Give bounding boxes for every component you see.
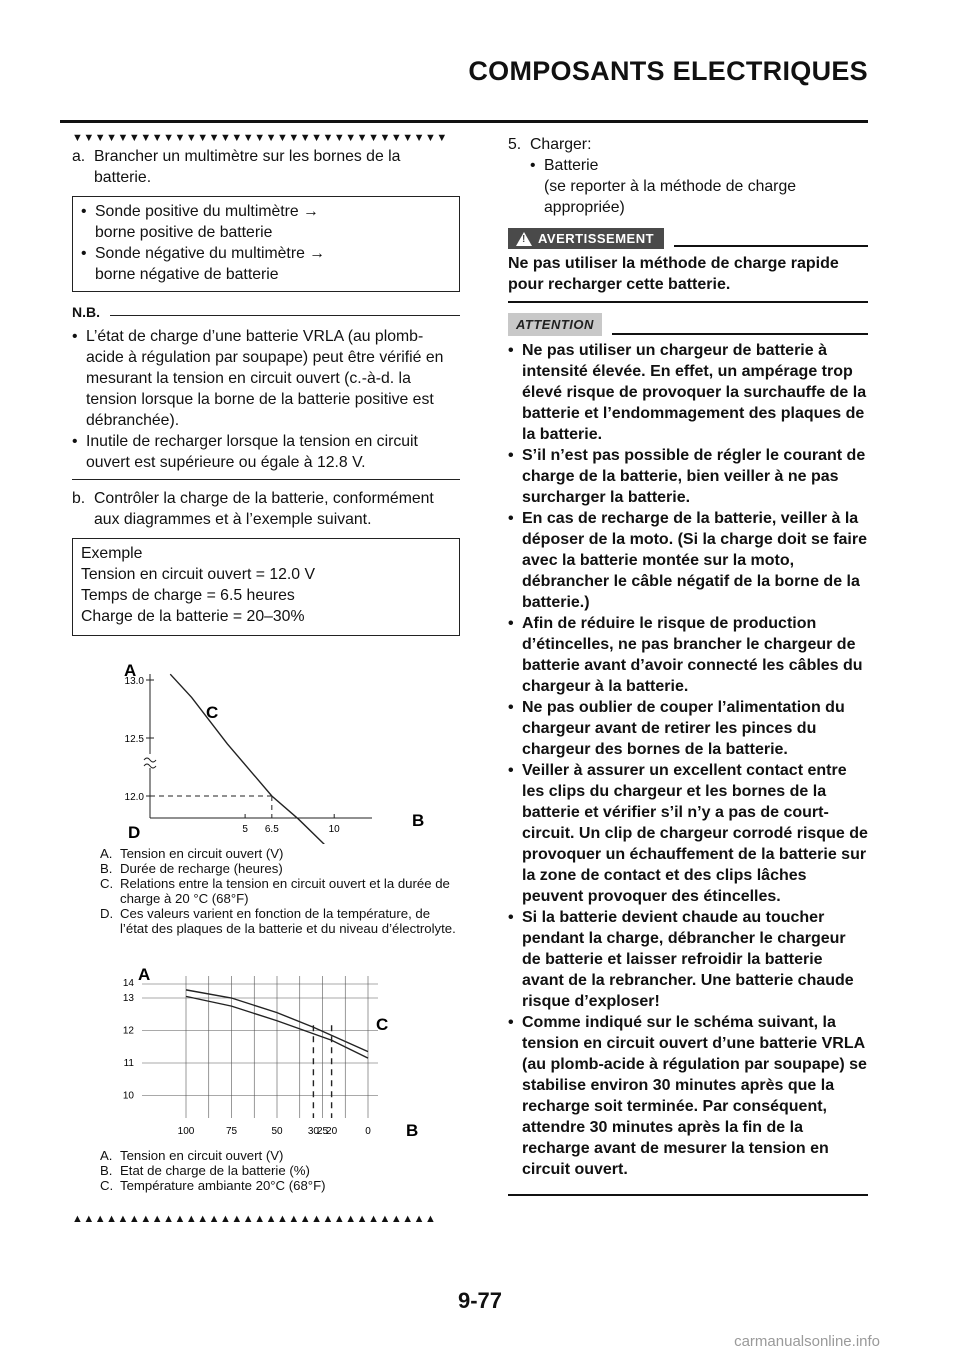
chart1-note-d-letter: D xyxy=(128,823,141,842)
left-column xyxy=(72,132,460,1225)
x-tick-label: 0 xyxy=(365,1126,371,1137)
attention-list xyxy=(508,340,868,1180)
step-5-bullet: • Batterie xyxy=(530,157,599,174)
probe-box xyxy=(72,196,460,292)
nb-heading: N.B. xyxy=(72,304,460,320)
axis-break-icon xyxy=(144,758,156,768)
chart1-axis-b-letter: B xyxy=(412,811,425,830)
x-tick-label: 30 xyxy=(307,1126,319,1137)
caption-item: B. Durée de recharge (heures) xyxy=(100,861,283,876)
attention-item: • Ne pas utiliser un chargeur de batterie à intensité élevée. En effet, un ampérage trop élevé risque de provoquer la surchauffe de la batterie et l’endommagement des plaques de la batterie. xyxy=(508,342,867,443)
right-column xyxy=(508,132,868,1196)
step-b: b. Contrôler la charge de la batterie, conformément aux diagrammes et à l’exemple suivant. xyxy=(72,490,434,528)
chart2-axis-a-letter: A xyxy=(138,965,151,984)
warning-icon: ! xyxy=(516,232,532,246)
x-tick-label: 75 xyxy=(225,1126,238,1137)
attention-heading xyxy=(508,313,868,336)
start-marker-triangles: ▼▼▼▼▼▼▼▼▼▼▼▼▼▼▼▼▼▼▼▼▼▼▼▼▼▼▼▼▼▼▼▼▼ xyxy=(72,132,448,144)
y-tick-label: 12.5 xyxy=(124,734,144,745)
probe-item: • Sonde positive du multimètre → borne positive de batterie xyxy=(81,203,319,241)
x-tick-label: 50 xyxy=(271,1126,283,1137)
warning-text: Ne pas utiliser la méthode de charge rapide pour recharger cette batterie. xyxy=(508,255,839,293)
series-line-c xyxy=(170,674,370,844)
y-tick-label: 13.0 xyxy=(124,676,144,687)
end-marker-triangles: ▲▲▲▲▲▲▲▲▲▲▲▲▲▲▲▲▲▲▲▲▲▲▲▲▲▲▲▲▲▲▲▲ xyxy=(72,1213,437,1225)
nb-item: • L’état de charge d’une batterie VRLA (au plomb-acide à régulation par soupape) peut être vérifié en mesurant la tension en circuit ouvert (c.-à-d. la tension lorsque la borne de la batterie positive est débranchée). xyxy=(72,328,444,429)
x-tick-label: 100 xyxy=(177,1126,195,1137)
voltage-vs-charge-time-chart xyxy=(72,646,460,844)
caption-item: C. Relations entre la tension en circuit ouvert et la durée de charge à 20 °C (68°F) xyxy=(100,876,450,906)
caption-item: B. Etat de charge de la batterie (%) xyxy=(100,1163,310,1178)
caption-item: C. Température ambiante 20°C (68°F) xyxy=(100,1178,326,1193)
x-tick-label: 20 xyxy=(326,1126,338,1137)
attention-item: • Comme indiqué sur le schéma suivant, la tension en circuit ouvert d’une batterie VRLA (au plomb-acide à régulation par soupape) se stabilise environ 30 minutes après que la recharge soit terminée. Par conséquent, attendre 30 minutes après la fin de la recharge avant de mesurer la tension en circuit ouvert. xyxy=(508,1014,867,1178)
page-number: 9-77 xyxy=(457,1288,503,1313)
x-tick-label: 6.5 xyxy=(264,824,279,835)
nb-list xyxy=(72,326,460,473)
chart2-captions xyxy=(100,1148,460,1193)
caption-item: D. Ces valeurs varient en fonction de la température, de l’état des plaques de la batterie et du niveau d’électrolyte. xyxy=(100,906,456,936)
probe-item: • Sonde négative du multimètre → borne négative de batterie xyxy=(81,245,326,283)
attention-item: • Veiller à assurer un excellent contact entre les clips du chargeur et les bornes de la batterie et vérifier s’il n’y a pas de court-circuit. Un clip de chargeur corrodé risque de provoquer un échauffement de la batterie sur la zone de contact et des clips lâches peuvent provoquer des étincelles. xyxy=(508,762,868,905)
chart1-axis-a-letter: A xyxy=(124,661,137,680)
caption-item: A. Tension en circuit ouvert (V) xyxy=(100,1148,284,1163)
voltage-vs-state-of-charge-chart xyxy=(72,950,460,1146)
step-5: 5. Charger: xyxy=(508,136,592,153)
attention-bottom-rule xyxy=(508,1194,868,1196)
y-tick-label: 13 xyxy=(122,993,134,1004)
y-tick-label: 11 xyxy=(123,1058,134,1069)
attention-badge: ATTENTION xyxy=(508,313,602,336)
y-tick-label: 14 xyxy=(122,978,134,989)
x-tick-label: 5 xyxy=(242,824,248,835)
header-rule xyxy=(60,120,868,123)
example-box: Exemple Tension en circuit ouvert = 12.0 V Temps de charge = 6.5 heures Charge de la batterie = 20–30% xyxy=(72,538,460,636)
x-tick-label: 10 xyxy=(328,824,340,835)
chart1-curve-c-letter: C xyxy=(206,703,219,722)
y-tick-label: 12.0 xyxy=(124,792,144,803)
warning-bottom-rule xyxy=(508,301,868,303)
nb-bottom-rule xyxy=(72,479,460,480)
chart2-curve-c-letter: C xyxy=(376,1015,389,1034)
y-tick-label: 12 xyxy=(122,1025,134,1037)
watermark: carmanualsonline.info xyxy=(734,1333,880,1350)
chart2-axis-b-letter: B xyxy=(406,1121,419,1140)
nb-item: • Inutile de recharger lorsque la tension en circuit ouvert est supérieure ou égale à 12.8 V. xyxy=(72,433,418,471)
attention-item: • Afin de réduire le risque de production d’étincelles, ne pas brancher le chargeur de batterie avant d’avoir connecté les câbles du chargeur à la batterie. xyxy=(508,615,863,695)
attention-item: • Ne pas oublier de couper l’alimentation du chargeur avant de retirer les pinces du chargeur des bornes de la batterie. xyxy=(508,699,845,758)
step-a: a. Brancher un multimètre sur les bornes de la batterie. xyxy=(72,148,401,186)
caption-item: A. Tension en circuit ouvert (V) xyxy=(100,846,284,861)
attention-item: • Si la batterie devient chaude au toucher pendant la charge, débrancher le chargeur de batterie et laisser refroidir la batterie avant de la rebrancher. Une batterie chaude risque d’exploser! xyxy=(508,909,854,1010)
y-tick-label: 10 xyxy=(122,1090,134,1102)
warning-badge: ! AVERTISSEMENT xyxy=(508,228,664,249)
chart1-captions xyxy=(100,846,460,936)
warning-heading xyxy=(508,228,868,249)
page-header-title: COMPOSANTS ELECTRIQUES xyxy=(468,56,868,86)
attention-item: • S’il n’est pas possible de régler le courant de charge de la batterie, bien veiller à ne pas surcharger la batterie. xyxy=(508,447,866,506)
x-tick-label: 25 xyxy=(316,1126,329,1137)
attention-item: • En cas de recharge de la batterie, veiller à la déposer de la moto. (Si la charge doit se faire avec la batterie montée sur la moto, débrancher le câble négatif de la borne de la batterie.) xyxy=(508,510,867,611)
step-5-details: • Batterie (se reporter à la méthode de charge appropriée) xyxy=(530,155,868,218)
